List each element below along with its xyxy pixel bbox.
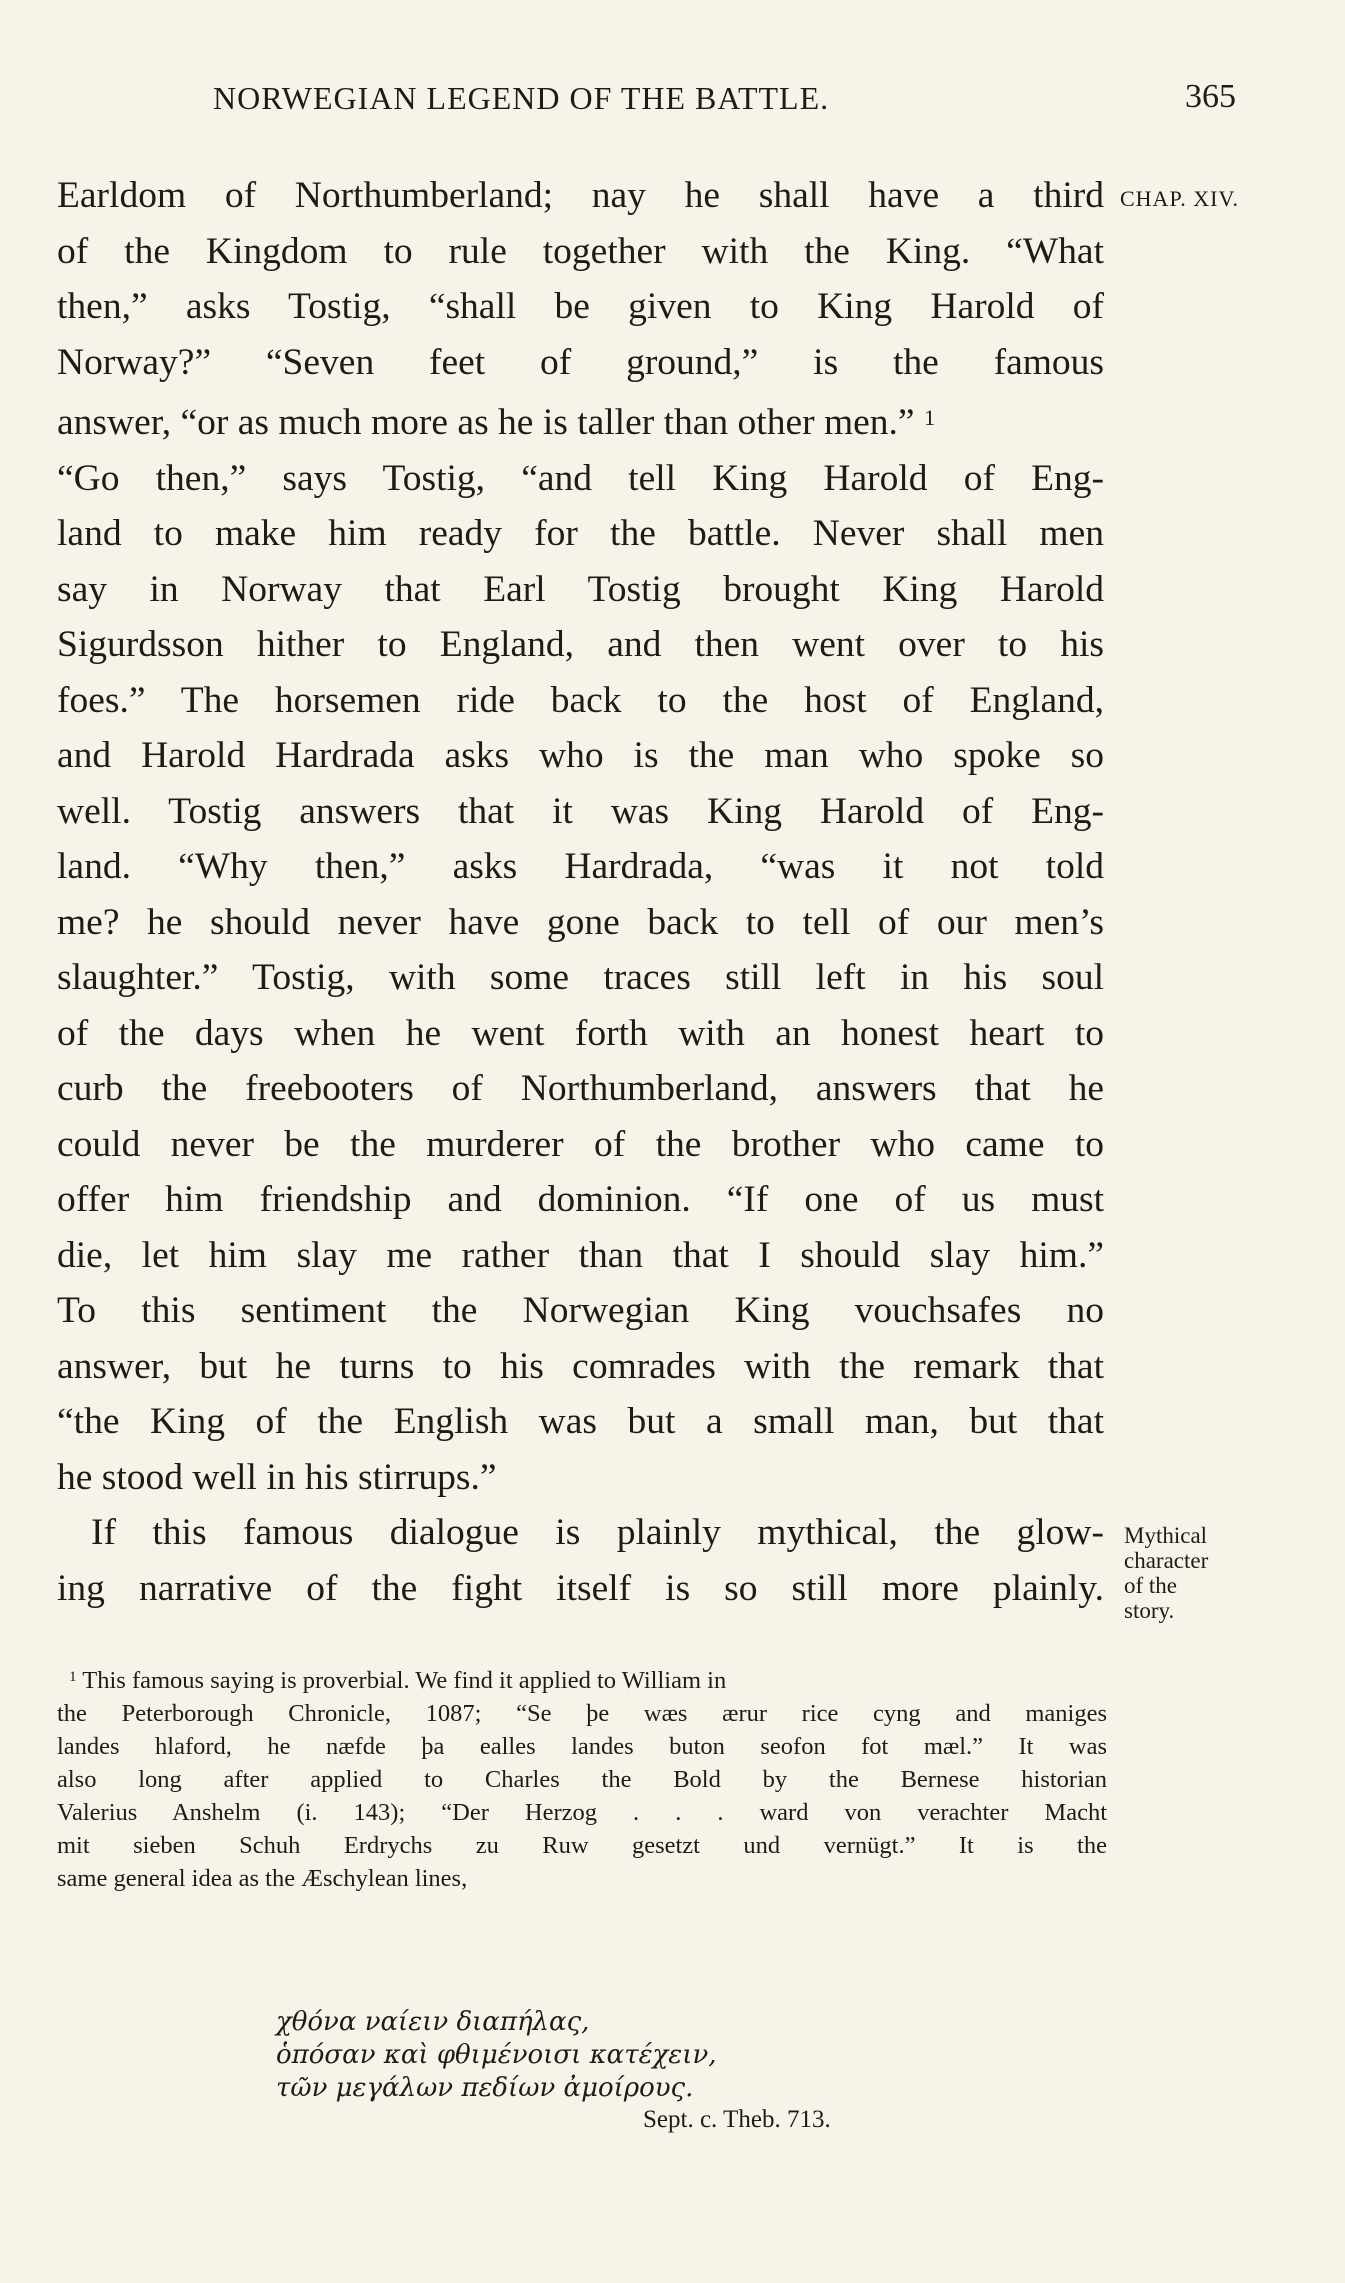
footnote-line: $^1$ This famous saying is proverbial. We find it applied to William in [69,1667,727,1694]
text-line: could never be the murderer of the brother who came to [57,1123,1104,1165]
page-number: 365 [1185,78,1236,115]
footnote-line: the Peterborough Chronicle, 1087; “Se þe wæs ærur rice cyng and maniges [57,1700,1107,1727]
text-line: Norway?” “Seven feet of ground,” is the famous [57,341,1104,383]
greek-verse-line: τῶν μεγάλων πεδίων ἀμοίρους. [276,2073,694,2103]
footnote [57,1660,1107,1895]
footnote-line: same general idea as the Æschylean lines, [57,1865,468,1892]
text-line: offer him friendship and dominion. “If one of us must [57,1179,1104,1220]
text-line: “Go then,” says Tostig, “and tell King Harold of Eng- [57,457,1104,499]
text-line: land to make him ready for the battle. Never shall men [57,513,1104,554]
text-line: foes.” The horsemen ride back to the host of England, [57,679,1104,721]
sidenote-line: story. [1124,1598,1175,1623]
sidenote-line: character [1124,1548,1209,1573]
text-line: To this sentiment the Norwegian King vouchsafes no [57,1290,1104,1331]
text-line: me? he should never have gone back to tell of our men’s [57,901,1104,943]
text-line-with-footnote-ref [57,390,1104,451]
text-line: land. “Why then,” asks Hardrada, “was it not told [57,846,1104,887]
sidenote-line: of the [1124,1573,1178,1598]
citation-source: Sept. c. Theb. 713. [643,2106,831,2133]
page-header [0,70,1345,130]
text-line: then,” asks Tostig, “shall be given to King Harold of [57,286,1104,327]
footnote-line: Valerius Anshelm (i. 143); “Der Herzog . . . ward von verachter Macht [57,1799,1107,1826]
text-line: die, let him slay me rather than that I should slay him.” [57,1234,1104,1276]
footnote-line: also long after applied to Charles the Bold by the Bernese historian [57,1766,1107,1793]
main-text [57,168,1104,1616]
text-line: and Harold Hardrada asks who is the man who spoke so [57,735,1104,776]
text-line: “the King of the English was but a small man, but that [57,1401,1104,1442]
text-line: he stood well in his stirrups.” [57,1456,497,1498]
text-line: If this famous dialogue is plainly mythical, the glow- [91,1512,1104,1553]
text-line: of the Kingdom to rule together with the King. “What [57,230,1104,272]
text-line: say in Norway that Earl Tostig brought King Harold [57,568,1104,610]
text-line: Earldom of Northumberland; nay he shall have a third [57,175,1104,216]
greek-verse-line: ὁπόσαν καὶ φθιμένοισι κατέχειν, [276,2040,717,2070]
sidenote-mythical-character [1124,1523,1274,1623]
chapter-marginal-note: CHAP. XIV. [1120,186,1240,211]
greek-verse-line: χθόνα ναίειν διαπήλας, [276,2007,590,2037]
text-line: well. Tostig answers that it was King Harold of Eng- [57,790,1104,832]
text-line: ing narrative of the fight itself is so still more plainly. [57,1567,1104,1609]
text-line: curb the freebooters of Northumberland, answers that he [57,1068,1104,1109]
sidenote-line: Mythical [1124,1523,1208,1548]
text-line: Sigurdsson hither to England, and then went over to his [57,624,1104,665]
footnote-marker: 1 [69,1668,77,1685]
footnote-reference: 1 [923,405,936,430]
running-head: NORWEGIAN LEGEND OF THE BATTLE. [213,80,830,116]
footnote-line: mit sieben Schuh Erdrychs zu Ruw gesetzt und vernügt.” It is the [57,1832,1107,1859]
text-line: answer, but he turns to his comrades with the remark that [57,1345,1104,1387]
footnote-line: landes hlaford, he næfde þa ealles landes buton seofon fot mæl.” It was [57,1733,1107,1760]
text-line: slaughter.” Tostig, with some traces still left in his soul [57,957,1104,998]
text-line: of the days when he went forth with an honest heart to [57,1012,1104,1054]
text-line: answer, “or as much more as he is taller than other men.” [57,402,915,443]
